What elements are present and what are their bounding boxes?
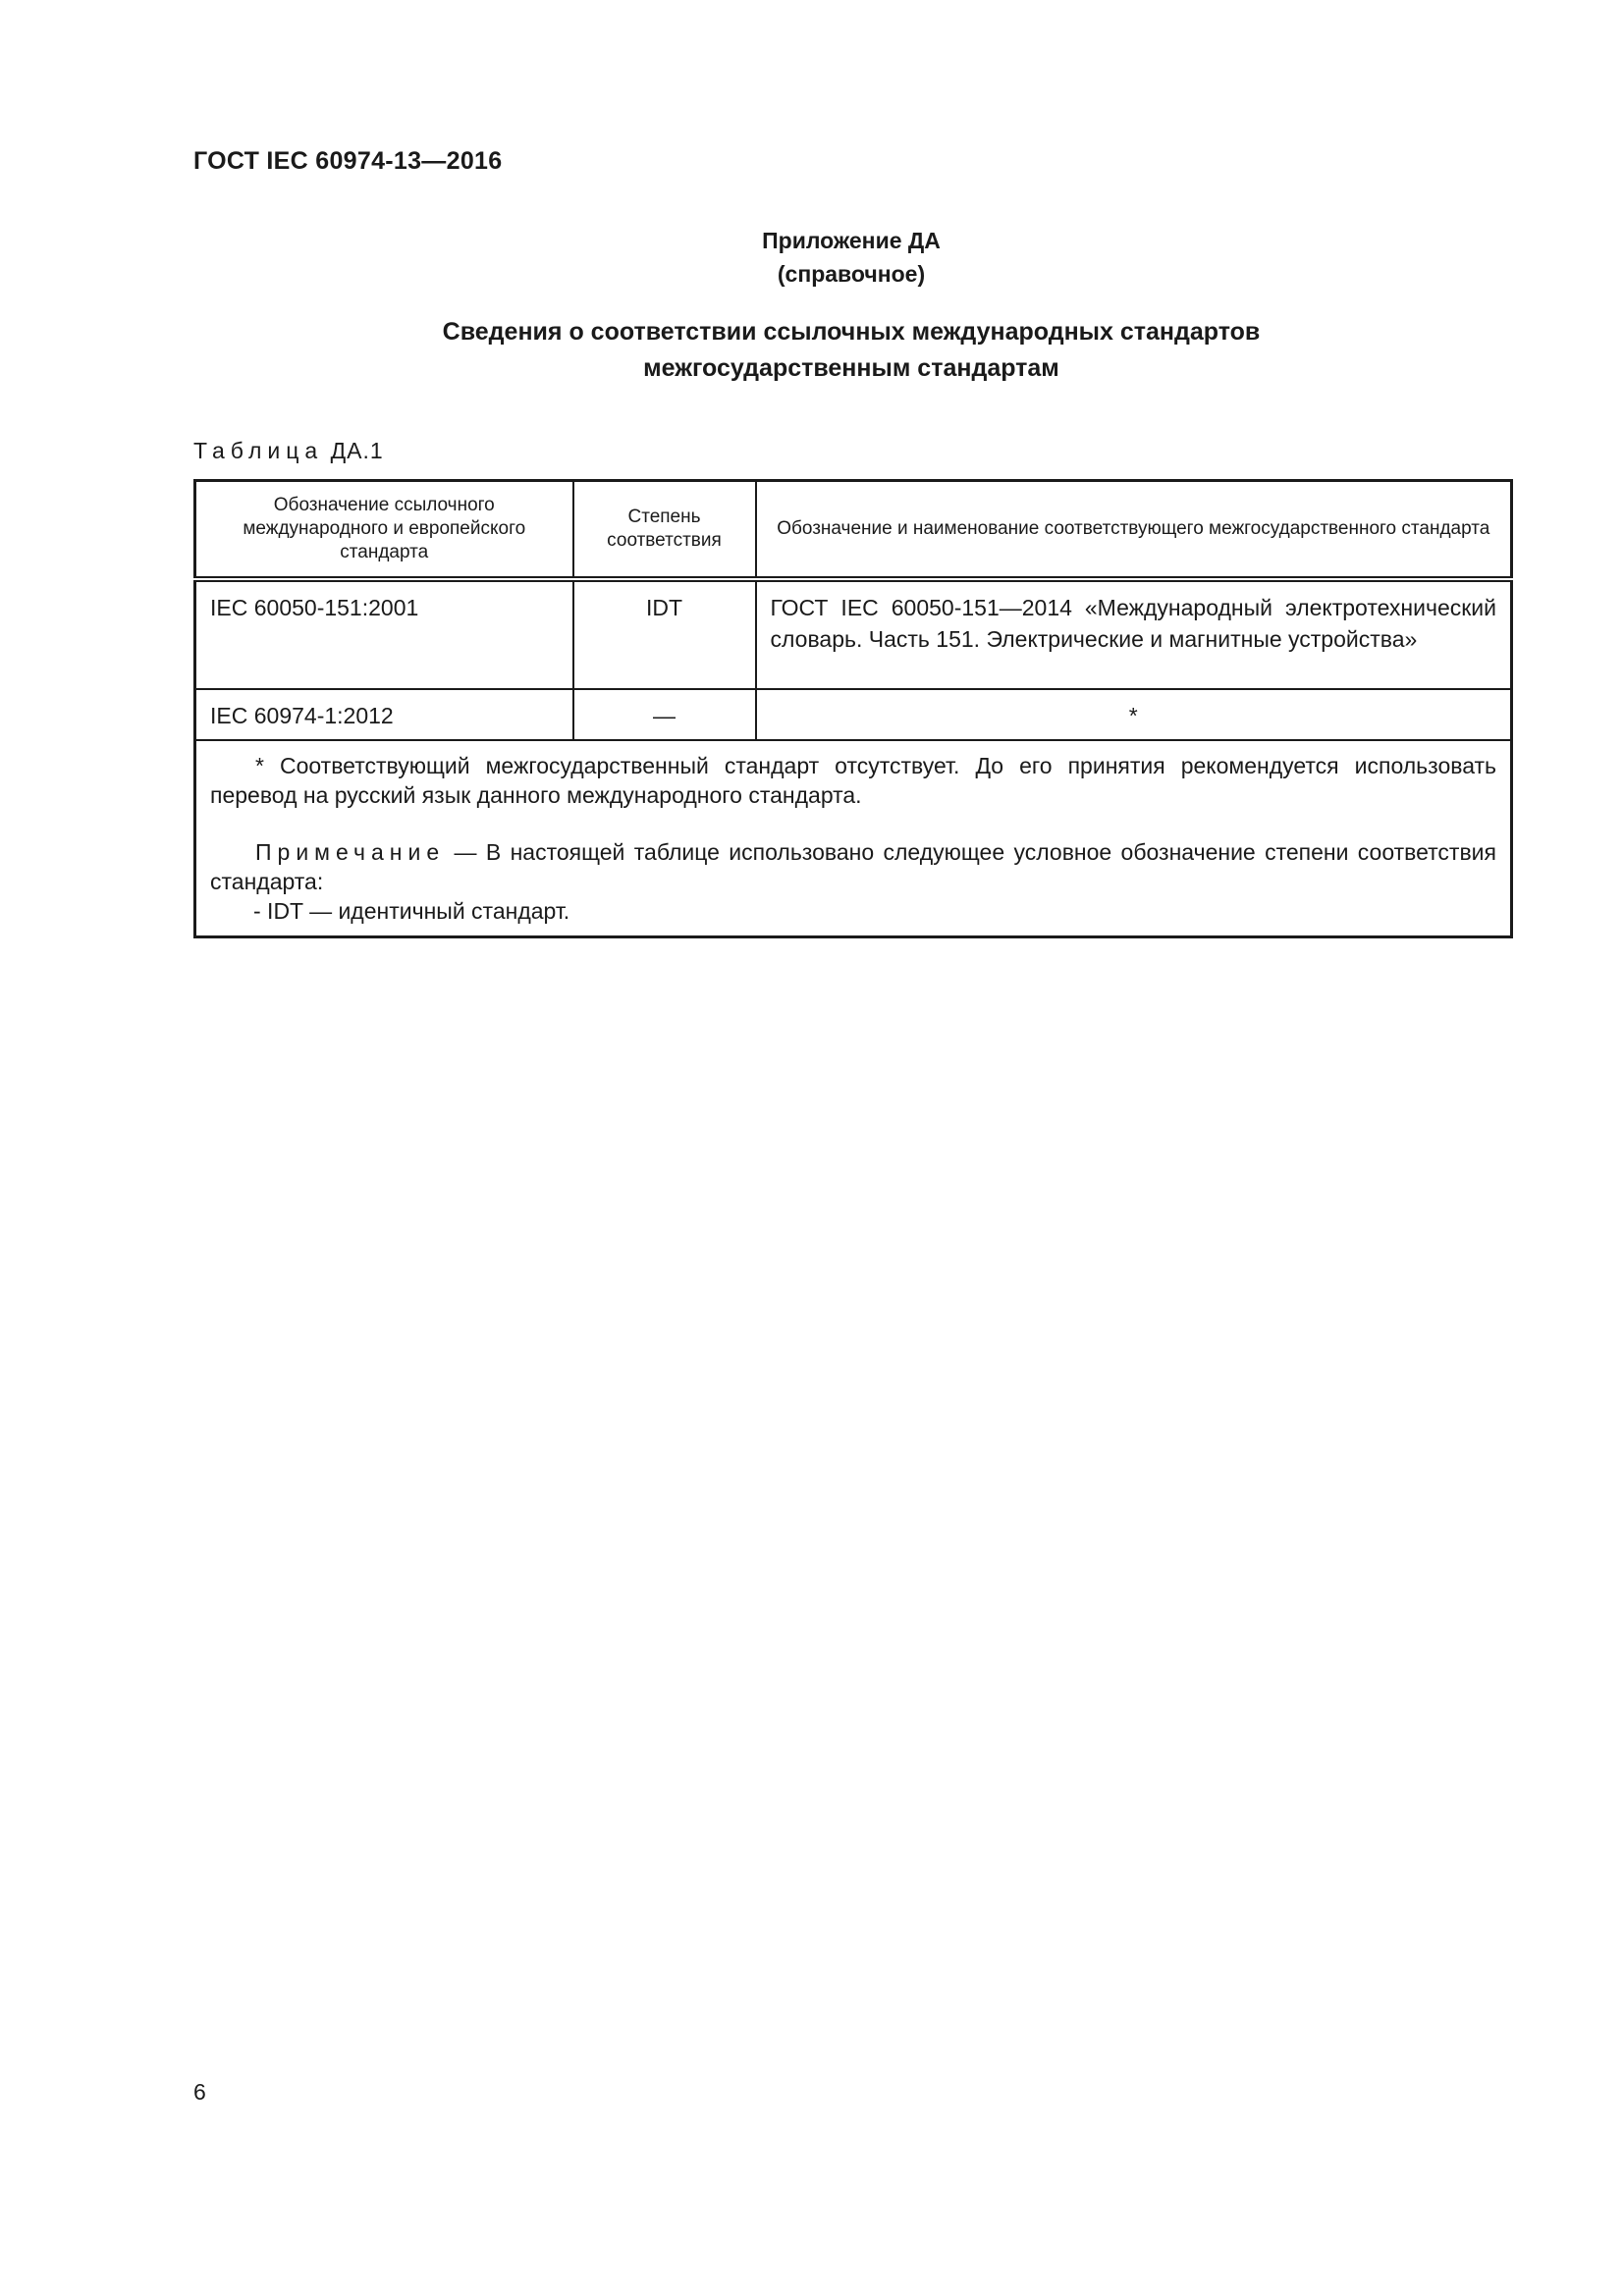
correspondence-table xyxy=(193,479,1513,938)
note-label: Примечание xyxy=(255,839,446,865)
table-header-row xyxy=(195,481,1512,580)
cell-reference: IEC 60974-1:2012 xyxy=(195,689,573,740)
table-row xyxy=(195,689,1512,740)
cell-reference: IEC 60050-151:2001 xyxy=(195,579,573,689)
cell-degree: — xyxy=(573,689,756,740)
section-title xyxy=(0,314,1624,387)
cell-degree: IDT xyxy=(573,579,756,689)
annex-title: Приложение ДА xyxy=(762,228,941,253)
page-number: 6 xyxy=(193,2079,206,2105)
table-footnote: * Соответствующий межгосударственный стандарт отсутствует. До его принятия рекомендуется использовать перевод на русский язык данного международного стандарта. xyxy=(210,753,1496,808)
column-header-reference: Обозначение ссылочного международного и европейского стандарта xyxy=(195,481,573,580)
note-list-item: - IDT — идентичный стандарт. xyxy=(253,898,570,924)
section-title-line-2: межгосударственным стандартам xyxy=(643,354,1059,382)
table-caption-number: ДА.1 xyxy=(330,438,384,463)
table-caption xyxy=(193,438,384,464)
table-notes xyxy=(195,740,1512,937)
column-header-degree: Степень соответствия xyxy=(573,481,756,580)
section-title-line-1: Сведения о соответствии ссылочных международных стандартов xyxy=(442,318,1261,346)
annex-type: (справочное) xyxy=(777,261,926,287)
column-header-national: Обозначение и наименование соответствующего межгосударственного стандарта xyxy=(756,481,1512,580)
cell-national: ГОСТ IEC 60050-151—2014 «Международный электротехнический словарь. Часть 151. Электрические и магнитные устройства» xyxy=(756,579,1512,689)
cell-national: * xyxy=(756,689,1512,740)
document-code: ГОСТ IEC 60974-13—2016 xyxy=(193,147,503,175)
table-notes-row xyxy=(195,740,1512,937)
annex-heading xyxy=(0,224,1624,291)
table-row xyxy=(195,579,1512,689)
table-note xyxy=(210,837,1496,896)
note-text: — В настоящей таблице использовано следующее условное обозначение степени соответствия стандарта: xyxy=(210,839,1496,894)
table-caption-label: Таблица xyxy=(193,438,324,463)
